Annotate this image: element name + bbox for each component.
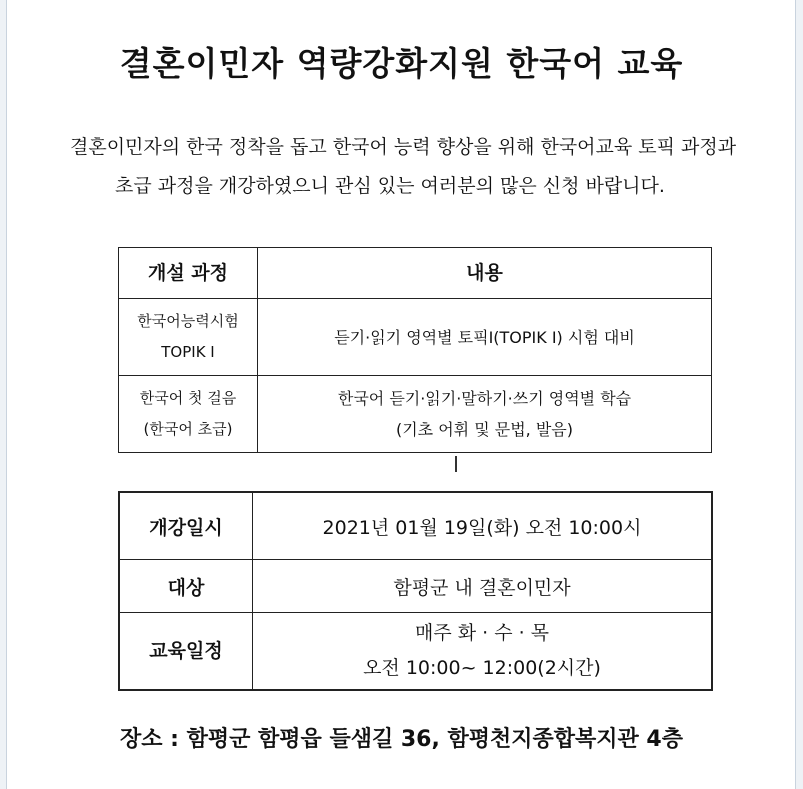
course-name-cell bbox=[119, 376, 258, 453]
info-table bbox=[118, 491, 713, 691]
info-label-schedule: 교육일정 bbox=[119, 613, 253, 691]
info-value-line: 함평군 내 결혼이민자 bbox=[393, 576, 571, 599]
intro-paragraph bbox=[40, 128, 770, 206]
info-value-target bbox=[253, 560, 713, 613]
table-row bbox=[119, 299, 712, 376]
info-value-line: 오전 10:00~ 12:00(2시간) bbox=[363, 657, 601, 679]
course-content-cell bbox=[258, 299, 712, 376]
course-name-line: TOPIK Ⅰ bbox=[161, 343, 215, 361]
info-value-line: 매주 화 · 수 · 목 bbox=[414, 622, 550, 644]
header-content: 내용 bbox=[258, 248, 712, 299]
info-value-schedule bbox=[253, 613, 713, 691]
course-name-cell bbox=[119, 299, 258, 376]
header-course: 개설 과정 bbox=[119, 248, 258, 299]
window-right-border bbox=[795, 0, 803, 789]
page-title: 결혼이민자 역량강화지원 한국어 교육 bbox=[119, 44, 684, 83]
table-row bbox=[119, 560, 712, 613]
course-name-line: 한국어 첫 걸음 bbox=[139, 389, 237, 407]
info-value-start bbox=[253, 492, 713, 560]
place-text: 장소 : 함평군 함평읍 들샘길 36, 함평천지종합복지관 4층 bbox=[120, 727, 683, 752]
course-table bbox=[118, 247, 712, 453]
course-content-line: 듣기·읽기 영역별 토픽Ⅰ(TOPIK Ⅰ) 시험 대비 bbox=[334, 327, 635, 347]
table-row bbox=[119, 376, 712, 453]
info-label-start: 개강일시 bbox=[119, 492, 253, 560]
course-content-cell bbox=[258, 376, 712, 453]
table-row bbox=[119, 613, 712, 691]
window-left-border bbox=[0, 0, 7, 789]
intro-line-2: 초급 과정을 개강하였으니 관심 있는 여러분의 많은 신청 바랍니다. bbox=[115, 175, 665, 197]
course-content-line: (기초 어휘 및 문법, 발음) bbox=[395, 420, 574, 439]
course-name-line: 한국어능력시험 bbox=[137, 312, 239, 330]
info-value-line: 2021년 01월 19일(화) 오전 10:00시 bbox=[322, 516, 642, 539]
course-content-line: 한국어 듣기·읽기·말하기·쓰기 영역별 학습 bbox=[337, 389, 632, 408]
course-table-header bbox=[119, 248, 712, 299]
text-cursor bbox=[455, 456, 457, 472]
intro-line-1: 결혼이민자의 한국 정착을 돕고 한국어 능력 향상을 위해 한국어교육 토픽 과정과 bbox=[70, 136, 737, 158]
info-label-target: 대상 bbox=[119, 560, 253, 613]
table-row bbox=[119, 492, 712, 560]
course-name-line: (한국어 초급) bbox=[143, 420, 233, 438]
